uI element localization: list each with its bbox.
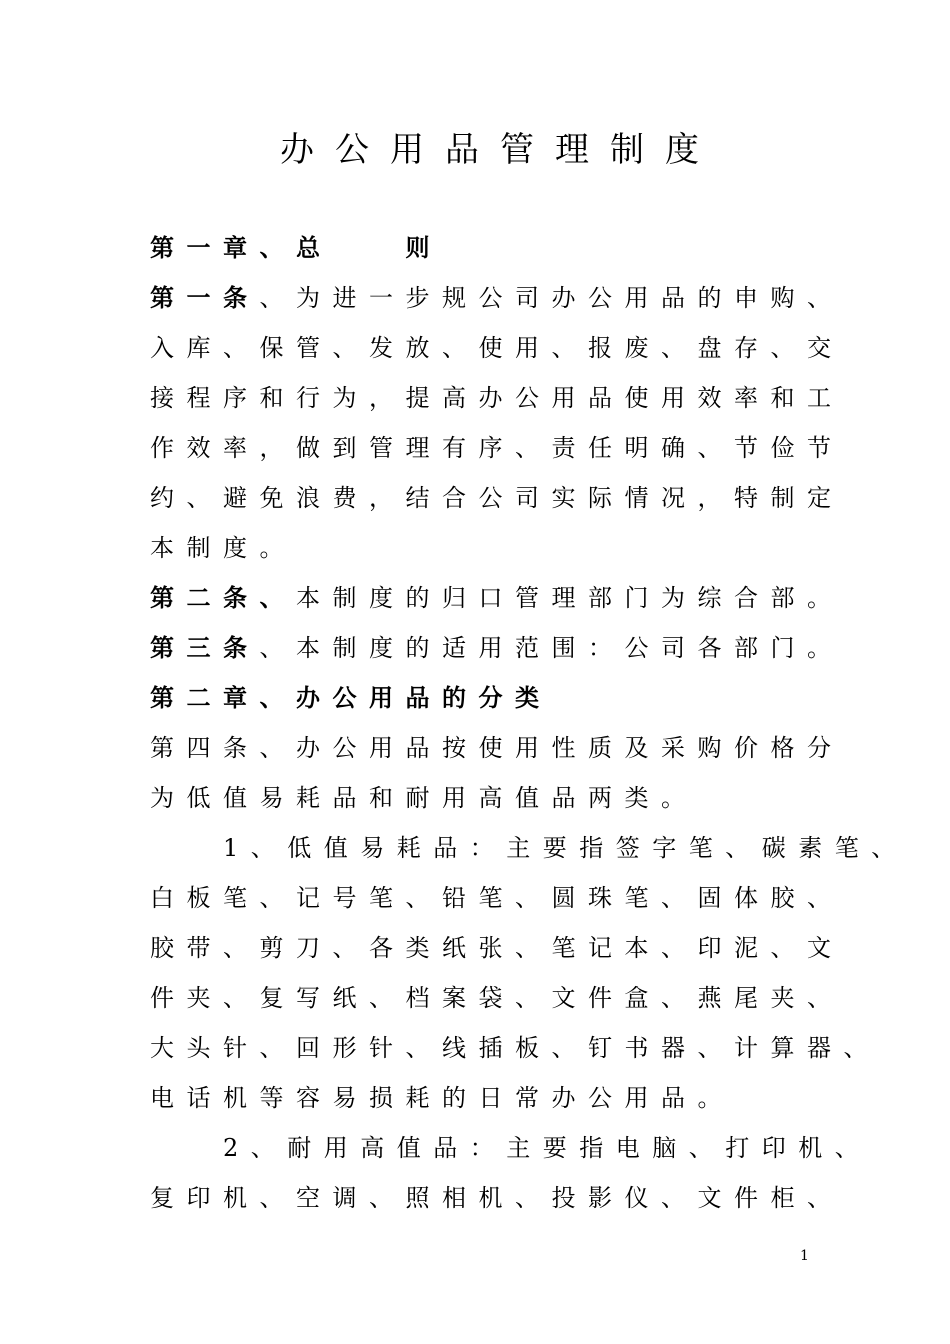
- text-run: 本制度的归口管理部门为综合部。: [296, 584, 844, 612]
- bold-run: 第一条: [150, 283, 260, 312]
- bold-run: 第二条、: [150, 583, 296, 612]
- text-line-11: [150, 731, 844, 765]
- text-line-17: [150, 1031, 880, 1065]
- text-line-12: [150, 781, 698, 815]
- text-run: 、为进一步规公司办公用品的申购、: [259, 284, 844, 312]
- text-run: 为低值易耗品和耐用高值品两类。: [150, 784, 698, 812]
- text-run: 复印机、空调、照相机、投影仪、文件柜、: [150, 1184, 844, 1212]
- text-line-4: [150, 381, 844, 415]
- text-line-15: [150, 931, 844, 965]
- text-run: 本制度。: [150, 534, 296, 562]
- text-run: 约、避免浪费，结合公司实际情况，特制定: [150, 484, 844, 512]
- text-run: 1、低值易耗品：主要指签字笔、碳素笔、: [150, 834, 908, 862]
- text-line-9: [150, 631, 844, 665]
- text-line-6: [150, 481, 844, 515]
- text-run: 2、耐用高值品：主要指电脑、打印机、: [150, 1134, 872, 1162]
- text-line-1: [150, 231, 442, 265]
- text-run: 件夹、复写纸、档案袋、文件盒、燕尾夹、: [150, 984, 844, 1012]
- text-run: 接程序和行为，提高办公用品使用效率和工: [150, 384, 844, 412]
- text-line-8: [150, 581, 844, 615]
- text-run: 电话机等容易损耗的日常办公用品。: [150, 1084, 734, 1112]
- bold-run: 第二章、办公用品的分类: [150, 683, 552, 712]
- text-run: 大头针、回形针、线插板、钉书器、计算器、: [150, 1034, 880, 1062]
- text-run: 白板笔、记号笔、铅笔、圆珠笔、固体胶、: [150, 884, 844, 912]
- text-line-13: [150, 831, 908, 865]
- text-line-19: [150, 1131, 871, 1165]
- document-title: 办公用品管理制度: [280, 130, 720, 170]
- text-line-14: [150, 881, 844, 915]
- text-line-5: [150, 431, 844, 465]
- text-line-20: [150, 1181, 844, 1215]
- text-line-18: [150, 1081, 734, 1115]
- text-line-10: [150, 681, 552, 715]
- text-line-7: [150, 531, 296, 565]
- text-run: 胶带、剪刀、各类纸张、笔记本、印泥、文: [150, 934, 844, 962]
- text-line-3: [150, 331, 844, 365]
- page-number: 1: [800, 1248, 809, 1264]
- text-run: 第四条、办公用品按使用性质及采购价格分: [150, 734, 844, 762]
- text-line-16: [150, 981, 844, 1015]
- text-line-2: [150, 281, 844, 315]
- text-run: 、本制度的适用范围：公司各部门。: [259, 634, 844, 662]
- bold-run: 第一章、总 则: [150, 233, 442, 262]
- text-run: 作效率，做到管理有序、责任明确、节俭节: [150, 434, 844, 462]
- text-run: 入库、保管、发放、使用、报废、盘存、交: [150, 334, 844, 362]
- bold-run: 第三条: [150, 633, 260, 662]
